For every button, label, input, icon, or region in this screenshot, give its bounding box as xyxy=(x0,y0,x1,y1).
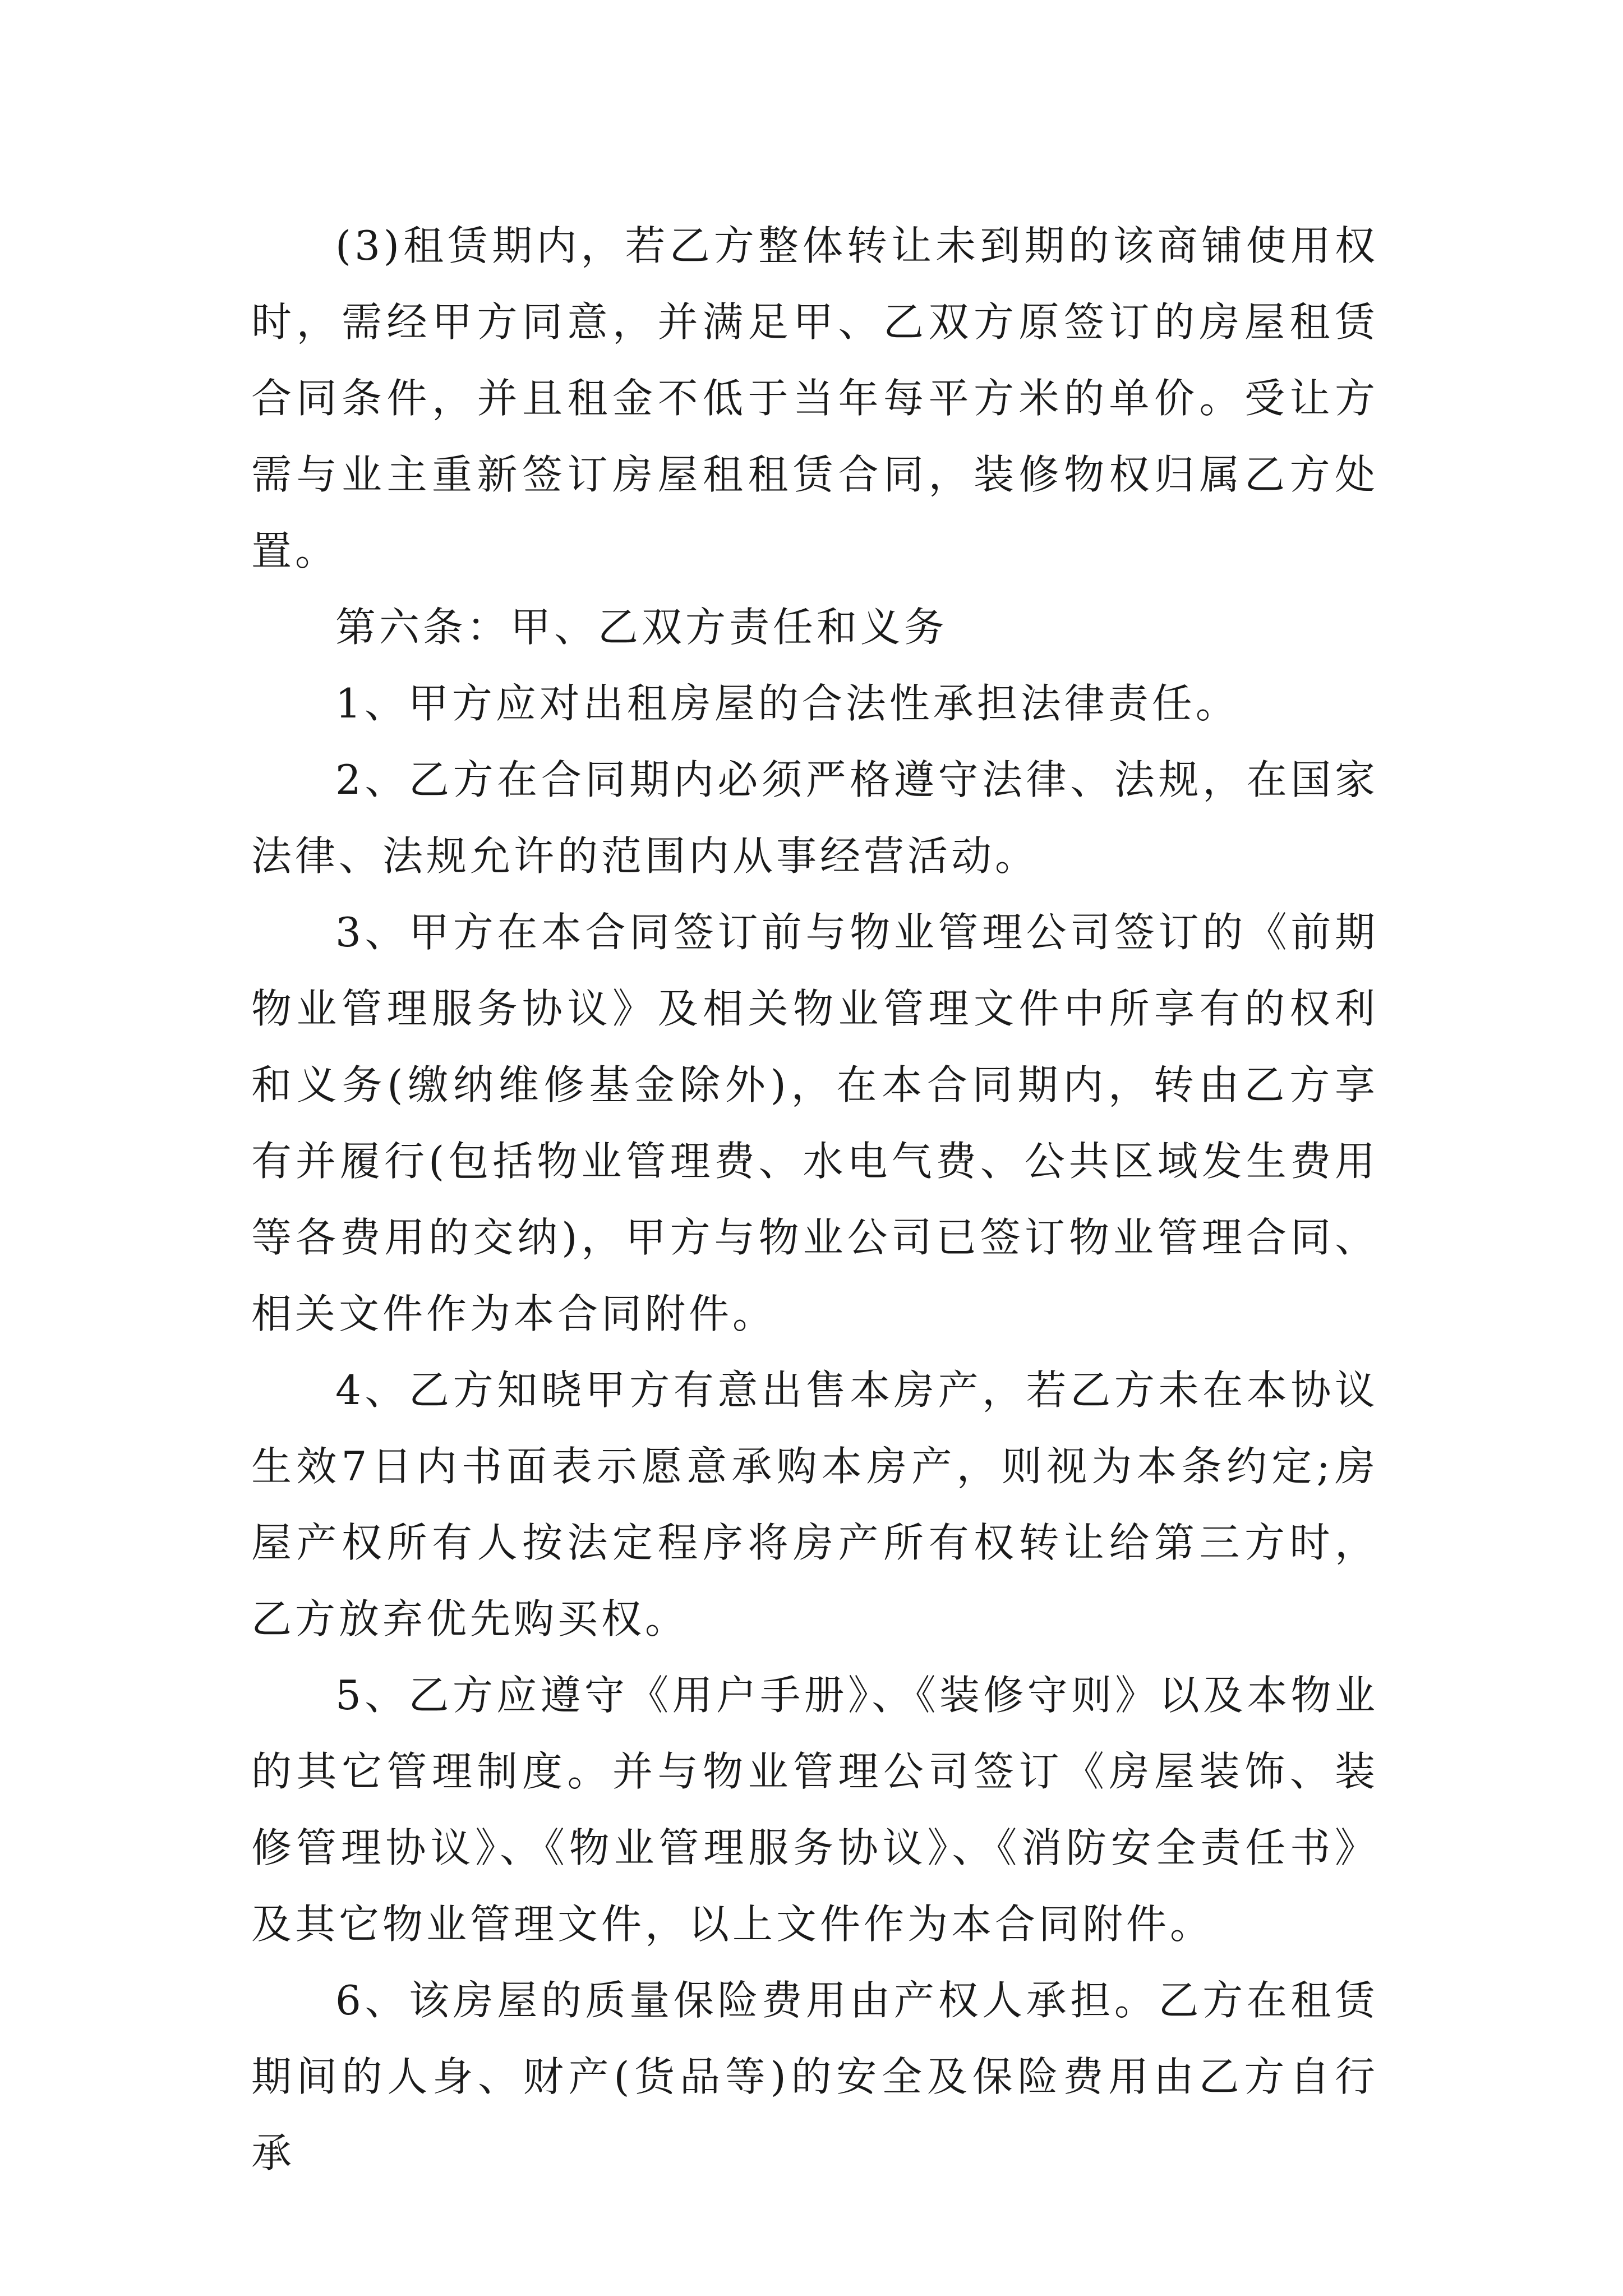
article-six-heading: 第六条：甲、乙双方责任和义务 xyxy=(335,604,948,651)
paragraph-duty-4: 4、乙方知晓甲方有意出售本房产，若乙方未在本协议生效7日内书面表示愿意承购本房产，则视为本条约定;房屋产权所有人按法定程序将房产所有权转让给第三方时，乙方放弃优先购买权。 xyxy=(251,1366,1378,1642)
paragraph-duty-5: 5、乙方应遵守《用户手册》、《装修守则》以及本物业的其它管理制度。并与物业管理公司签订《房屋装饰、装修管理协议》、《物业管理服务协议》、《消防安全责任书》及其它物业管理文件，以上文件作为本合同附件。 xyxy=(251,1672,1378,1948)
paragraph-duty-6: 6、该房屋的质量保险费用由产权人承担。乙方在租赁期间的人身、财产(货品等)的安全及保险费用由乙方自行承 xyxy=(251,1977,1378,2177)
document-body xyxy=(251,208,1378,2191)
paragraph-duty-1: 1、甲方应对出租房屋的合法性承担法律责任。 xyxy=(335,680,1239,727)
paragraph-sublease-clause: (3)租赁期内，若乙方整体转让未到期的该商铺使用权时，需经甲方同意，并满足甲、乙双方原签订的房屋租赁合同条件，并且租金不低于当年每平方米的单价。受让方需与业主重新签订房屋租租赁合同，装修物权归属乙方处置。 xyxy=(251,222,1378,574)
paragraph-duty-2: 2、乙方在合同期内必须严格遵守法律、法规，在国家法律、法规允许的范围内从事经营活动。 xyxy=(251,756,1378,880)
paragraph-duty-3: 3、甲方在本合同签订前与物业管理公司签订的《前期物业管理服务协议》及相关物业管理文件中所享有的权利和义务(缴纳维修基金除外)，在本合同期内，转由乙方享有并履行(包括物业管理费、水电气费、公共区域发生费用等各费用的交纳)，甲方与物业公司已签订物业管理合同、相关文件作为本合同附件。 xyxy=(251,909,1378,1337)
